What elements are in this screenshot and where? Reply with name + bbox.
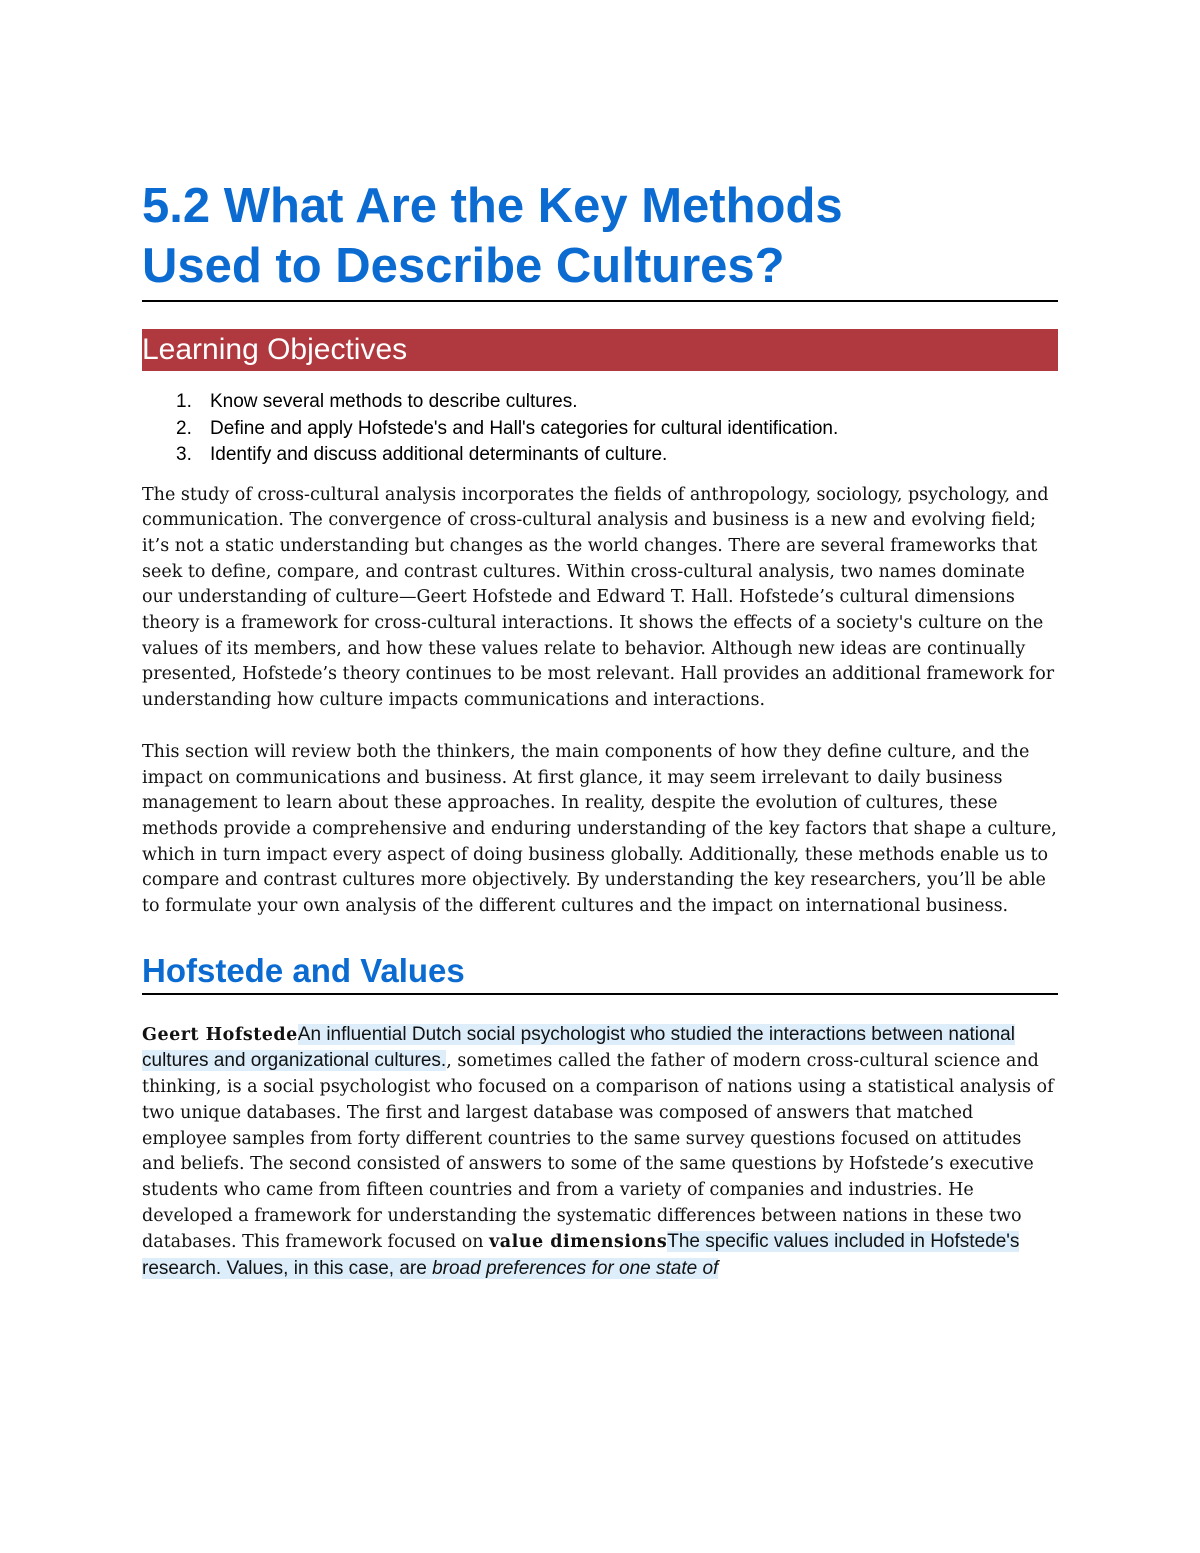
glossary-definition-value-dimensions-italic: broad preferences for one state of [432, 1258, 719, 1280]
hofstede-paragraph [142, 1022, 1058, 1283]
page-title [142, 176, 1058, 302]
list-item-text: Know several methods to describe cultures. [210, 391, 578, 412]
document-page [142, 176, 1058, 1283]
learning-objectives-list [142, 389, 1058, 469]
hofstede-paragraph-text: , sometimes called the father of modern cross-cultural science and thinking, is a social psychologist who focused on a comparison of nations using a statistical analysis of two unique databases. The first and largest database was composed of answers that matched employee samples from forty different countries to the same survey questions focused on attitudes and beliefs. The second consisted of answers to some of the same questions by Hofstede’s executive students who came from fifteen countries and from a variety of companies and industries. He developed a framework for understanding the systematic differences between nations in these two databases. This framework focused on [142, 1051, 1054, 1253]
list-item-number: 1. [176, 391, 192, 412]
overview-paragraph: This section will review both the thinkers, the main components of how they define culture, and the impact on communications and business. At first glance, it may seem irrelevant to daily business management to learn about these approaches. In reality, despite the evolution of cultures, these methods provide a comprehensive and enduring understanding of the key factors that shape a culture, which in turn impact every aspect of doing business globally. Additionally, these methods enable us to compare and contrast cultures more objectively. By understanding the key researchers, you’ll be able to formulate your own analysis of the different cultures and the impact on international business. [142, 741, 1057, 917]
list-item [142, 389, 1058, 416]
section-heading: Hofstede and Values [142, 951, 1058, 995]
learning-objectives-heading: Learning Objectives [142, 329, 1058, 371]
glossary-term-value-dimensions[interactable]: value dimensions [489, 1232, 668, 1253]
list-item-number: 2. [176, 417, 192, 439]
glossary-definition-value-dimensions-text: The specific values included in Hofstede's research. Values, in this case, are [142, 1231, 1020, 1280]
list-item [142, 442, 1058, 469]
glossary-term-geert-hofstede[interactable]: Geert Hofstede [142, 1024, 298, 1045]
page-title-line-2: Used to Describe Cultures? [142, 239, 785, 293]
list-item-text: Identify and discuss additional determinants of culture. [210, 444, 668, 465]
glossary-definition-geert-hofstede: An influential Dutch social psychologist who studied the interactions between national cultures and organizational cultures. [142, 1023, 1015, 1072]
page-title-line-1: 5.2 What Are the Key Methods [142, 179, 843, 233]
list-item [142, 416, 1058, 443]
intro-paragraph: The study of cross-cultural analysis incorporates the fields of anthropology, sociology, psychology, and communication. The convergence of cross-cultural analysis and business is a new and evolving field; it’s not a static understanding but changes as the world changes. There are several frameworks that seek to define, compare, and contrast cultures. Within cross-cultural analysis, two names dominate our understanding of culture—Geert Hofstede and Edward T. Hall. Hofstede’s cultural dimensions theory is a framework for cross-cultural interactions. It shows the effects of a society's culture on the values of its members, and how these values relate to behavior. Although new ideas are continually presented, Hofstede’s theory continues to be most relevant. Hall provides an additional framework for understanding how culture impacts communications and interactions. [142, 484, 1055, 711]
list-item-text: Define and apply Hofstede's and Hall's categories for cultural identification. [210, 417, 839, 439]
list-item-number: 3. [176, 444, 192, 465]
